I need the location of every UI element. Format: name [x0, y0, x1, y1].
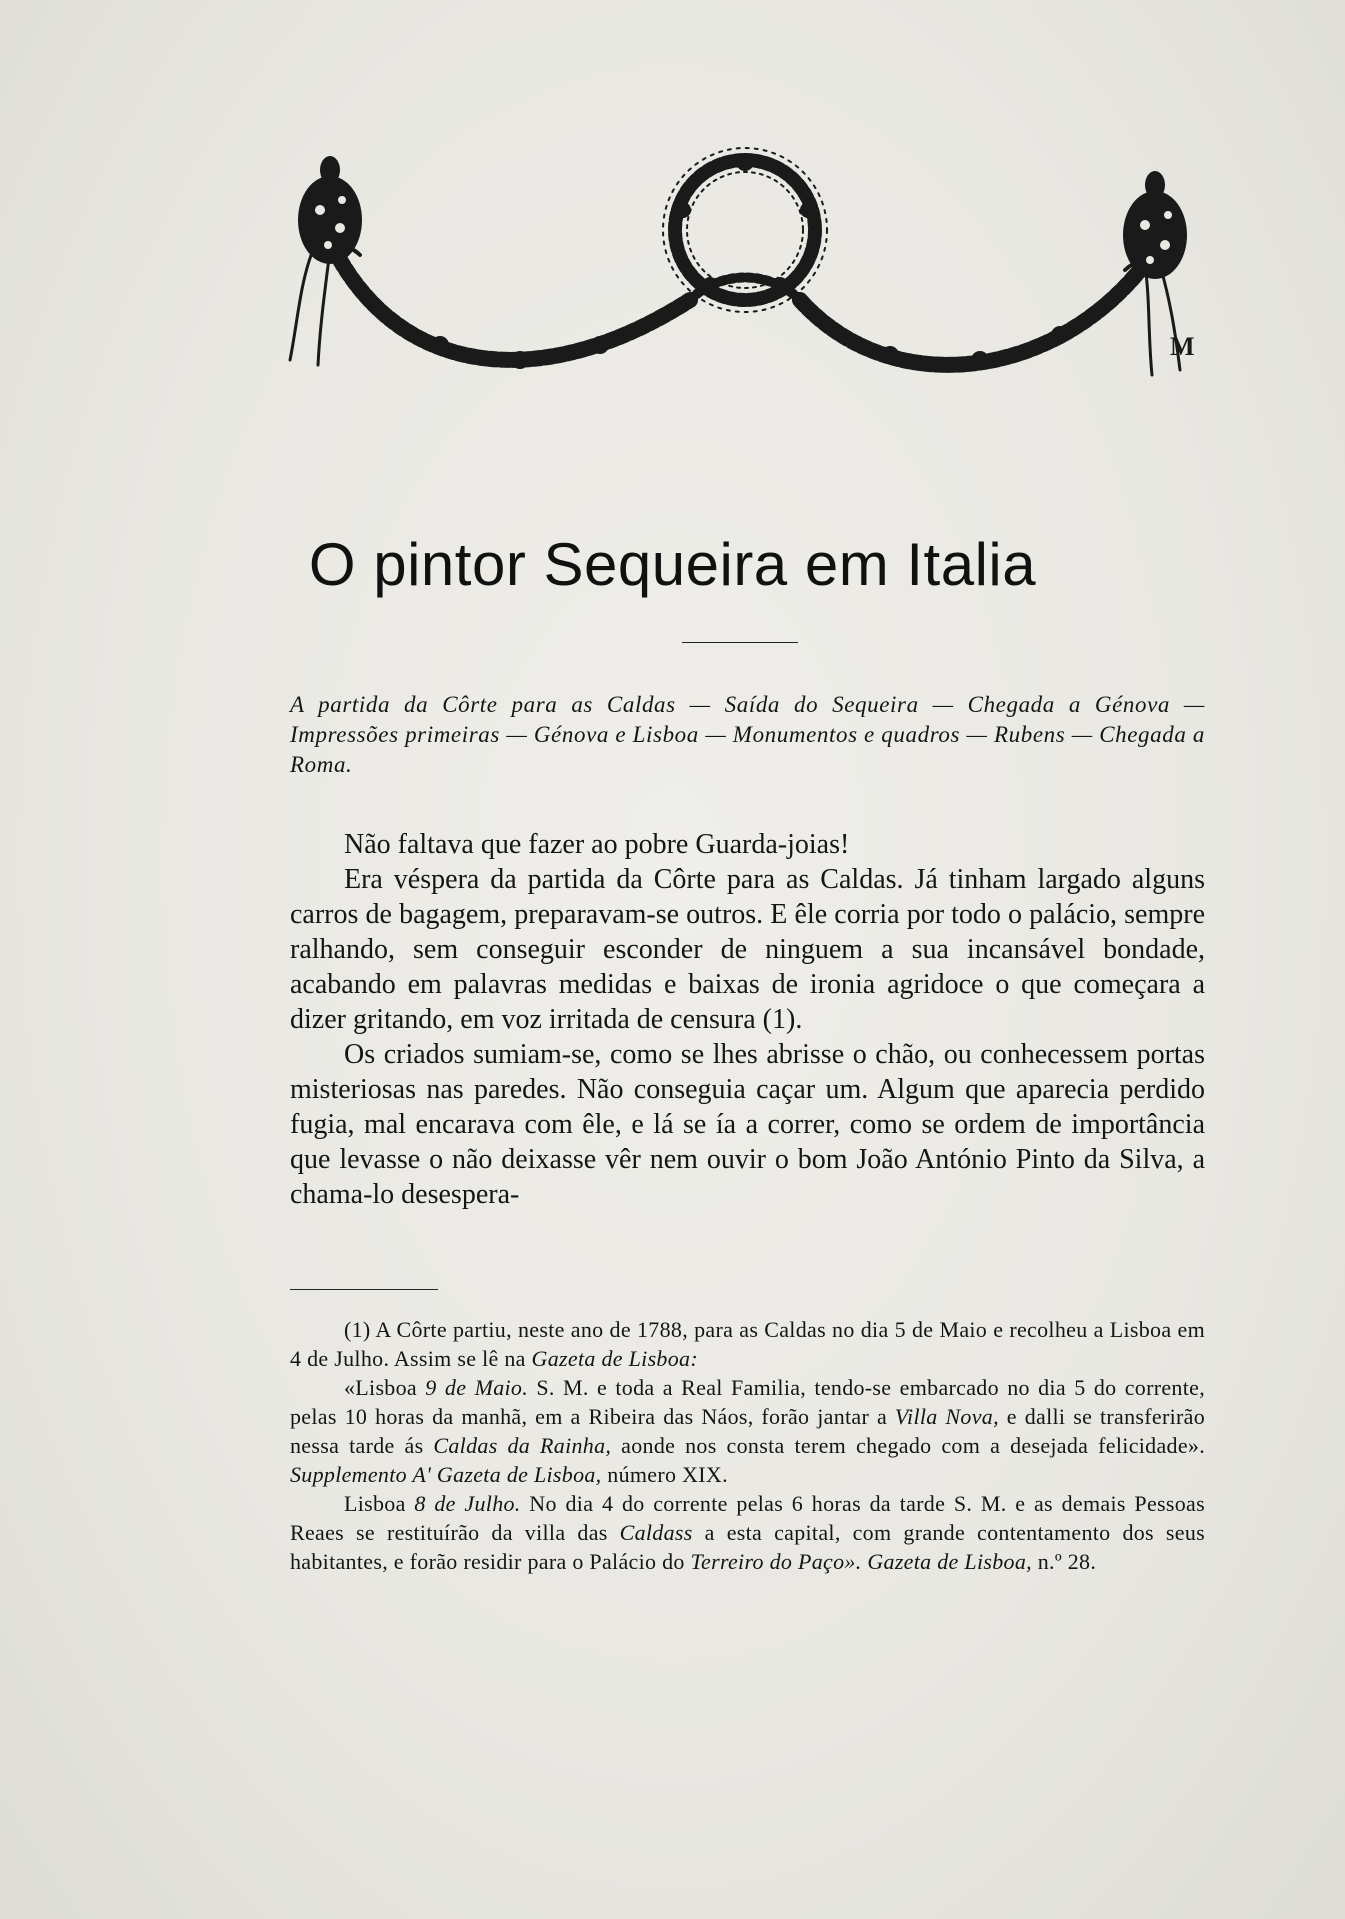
footnotes [290, 1315, 1205, 1576]
footnote-text: «Lisboa [344, 1375, 426, 1400]
footnote-text: aonde nos consta terem chegado com a desejada felicidade». [611, 1433, 1206, 1458]
footnote-divider [290, 1289, 438, 1290]
footnote-place: Villa Nova, [894, 1404, 999, 1429]
footnote-text: número XIX. [601, 1462, 728, 1487]
footnote-paragraph [290, 1489, 1205, 1576]
footnote-citation: Supplemento A' Gazeta de Lisboa, [290, 1462, 602, 1487]
footnote-place: Caldass [619, 1520, 693, 1545]
footnote-text: a esta capital, com grande contentamento dos seus habitantes, e forão residir para o Palácio do [290, 1520, 1205, 1574]
chapter-summary: A partida da Côrte para as Caldas — Saída do Sequeira — Chegada a Génova — Impressões primeiras — Génova e Lisboa — Monumentos e quadros — Rubens — Chegada a Roma. [290, 692, 1205, 777]
footnote-text: S. M. e toda a Real Familia, tendo-se embarcado no dia 5 do corrente, pelas 10 horas da manhã, em a Ribeira das Náos, forão jantar a [290, 1375, 1205, 1429]
paragraph: Não faltava que fazer ao pobre Guarda-joias! [344, 829, 850, 860]
body-text [290, 827, 1205, 1212]
floral-garland-wreath-ornament-icon [290, 150, 1195, 440]
footnote-place: Terreiro do Paço». [690, 1549, 862, 1574]
footnote-paragraph [290, 1315, 1205, 1373]
monogram-signature: M [1170, 332, 1195, 361]
footnote-date: 8 de Julho. [414, 1491, 521, 1516]
footnote-text: No dia 4 do corrente pelas 6 horas da tarde S. M. e as demais Pessoas Reaes se restituírão da villa das [290, 1491, 1205, 1545]
paragraph: Os criados sumiam-se, como se lhes abrisse o chão, ou conhecessem portas misteriosas nas paredes. Não conseguia caçar um. Algum que aparecia perdido fugia, mal encarava com êle, e lá se ía a correr, como se ordem de importância que levasse o não deixasse vêr nem ouvir o bom João António Pinto da Silva, a chama-lo desespera- [290, 1039, 1205, 1210]
footnote-place: Caldas da Rainha, [433, 1433, 612, 1458]
article-title: O pintor Sequeira em Italia [308, 531, 1037, 598]
footnote-citation: Gazeta de Lisboa: [531, 1346, 698, 1371]
footnote-text: n.º 28. [1031, 1549, 1097, 1574]
footnote-text: (1) A Côrte partiu, neste ano de 1788, para as Caldas no dia 5 de Maio e recolheu a Lisboa em 4 de Julho. Assim se lê na [290, 1317, 1205, 1371]
footnote-text: Lisboa [344, 1491, 415, 1516]
footnote-citation: Gazeta de Lisboa, [867, 1549, 1032, 1574]
footnote-date: 9 de Maio. [425, 1375, 529, 1400]
footnote-paragraph [290, 1373, 1205, 1489]
title-divider [682, 642, 798, 643]
paragraph: Era véspera da partida da Côrte para as Caldas. Já tinham largado alguns carros de bagagem, preparavam-se outros. E êle corria por todo o palácio, sempre ralhando, sem conseguir esconder de ninguem a sua incansável bondade, acabando em palavras medidas e baixas de ironia agridoce o que começara a dizer gritando, em voz irritada de censura (1). [290, 864, 1205, 1035]
footnote-text: e dalli se transferirão nessa tarde ás [290, 1404, 1205, 1458]
